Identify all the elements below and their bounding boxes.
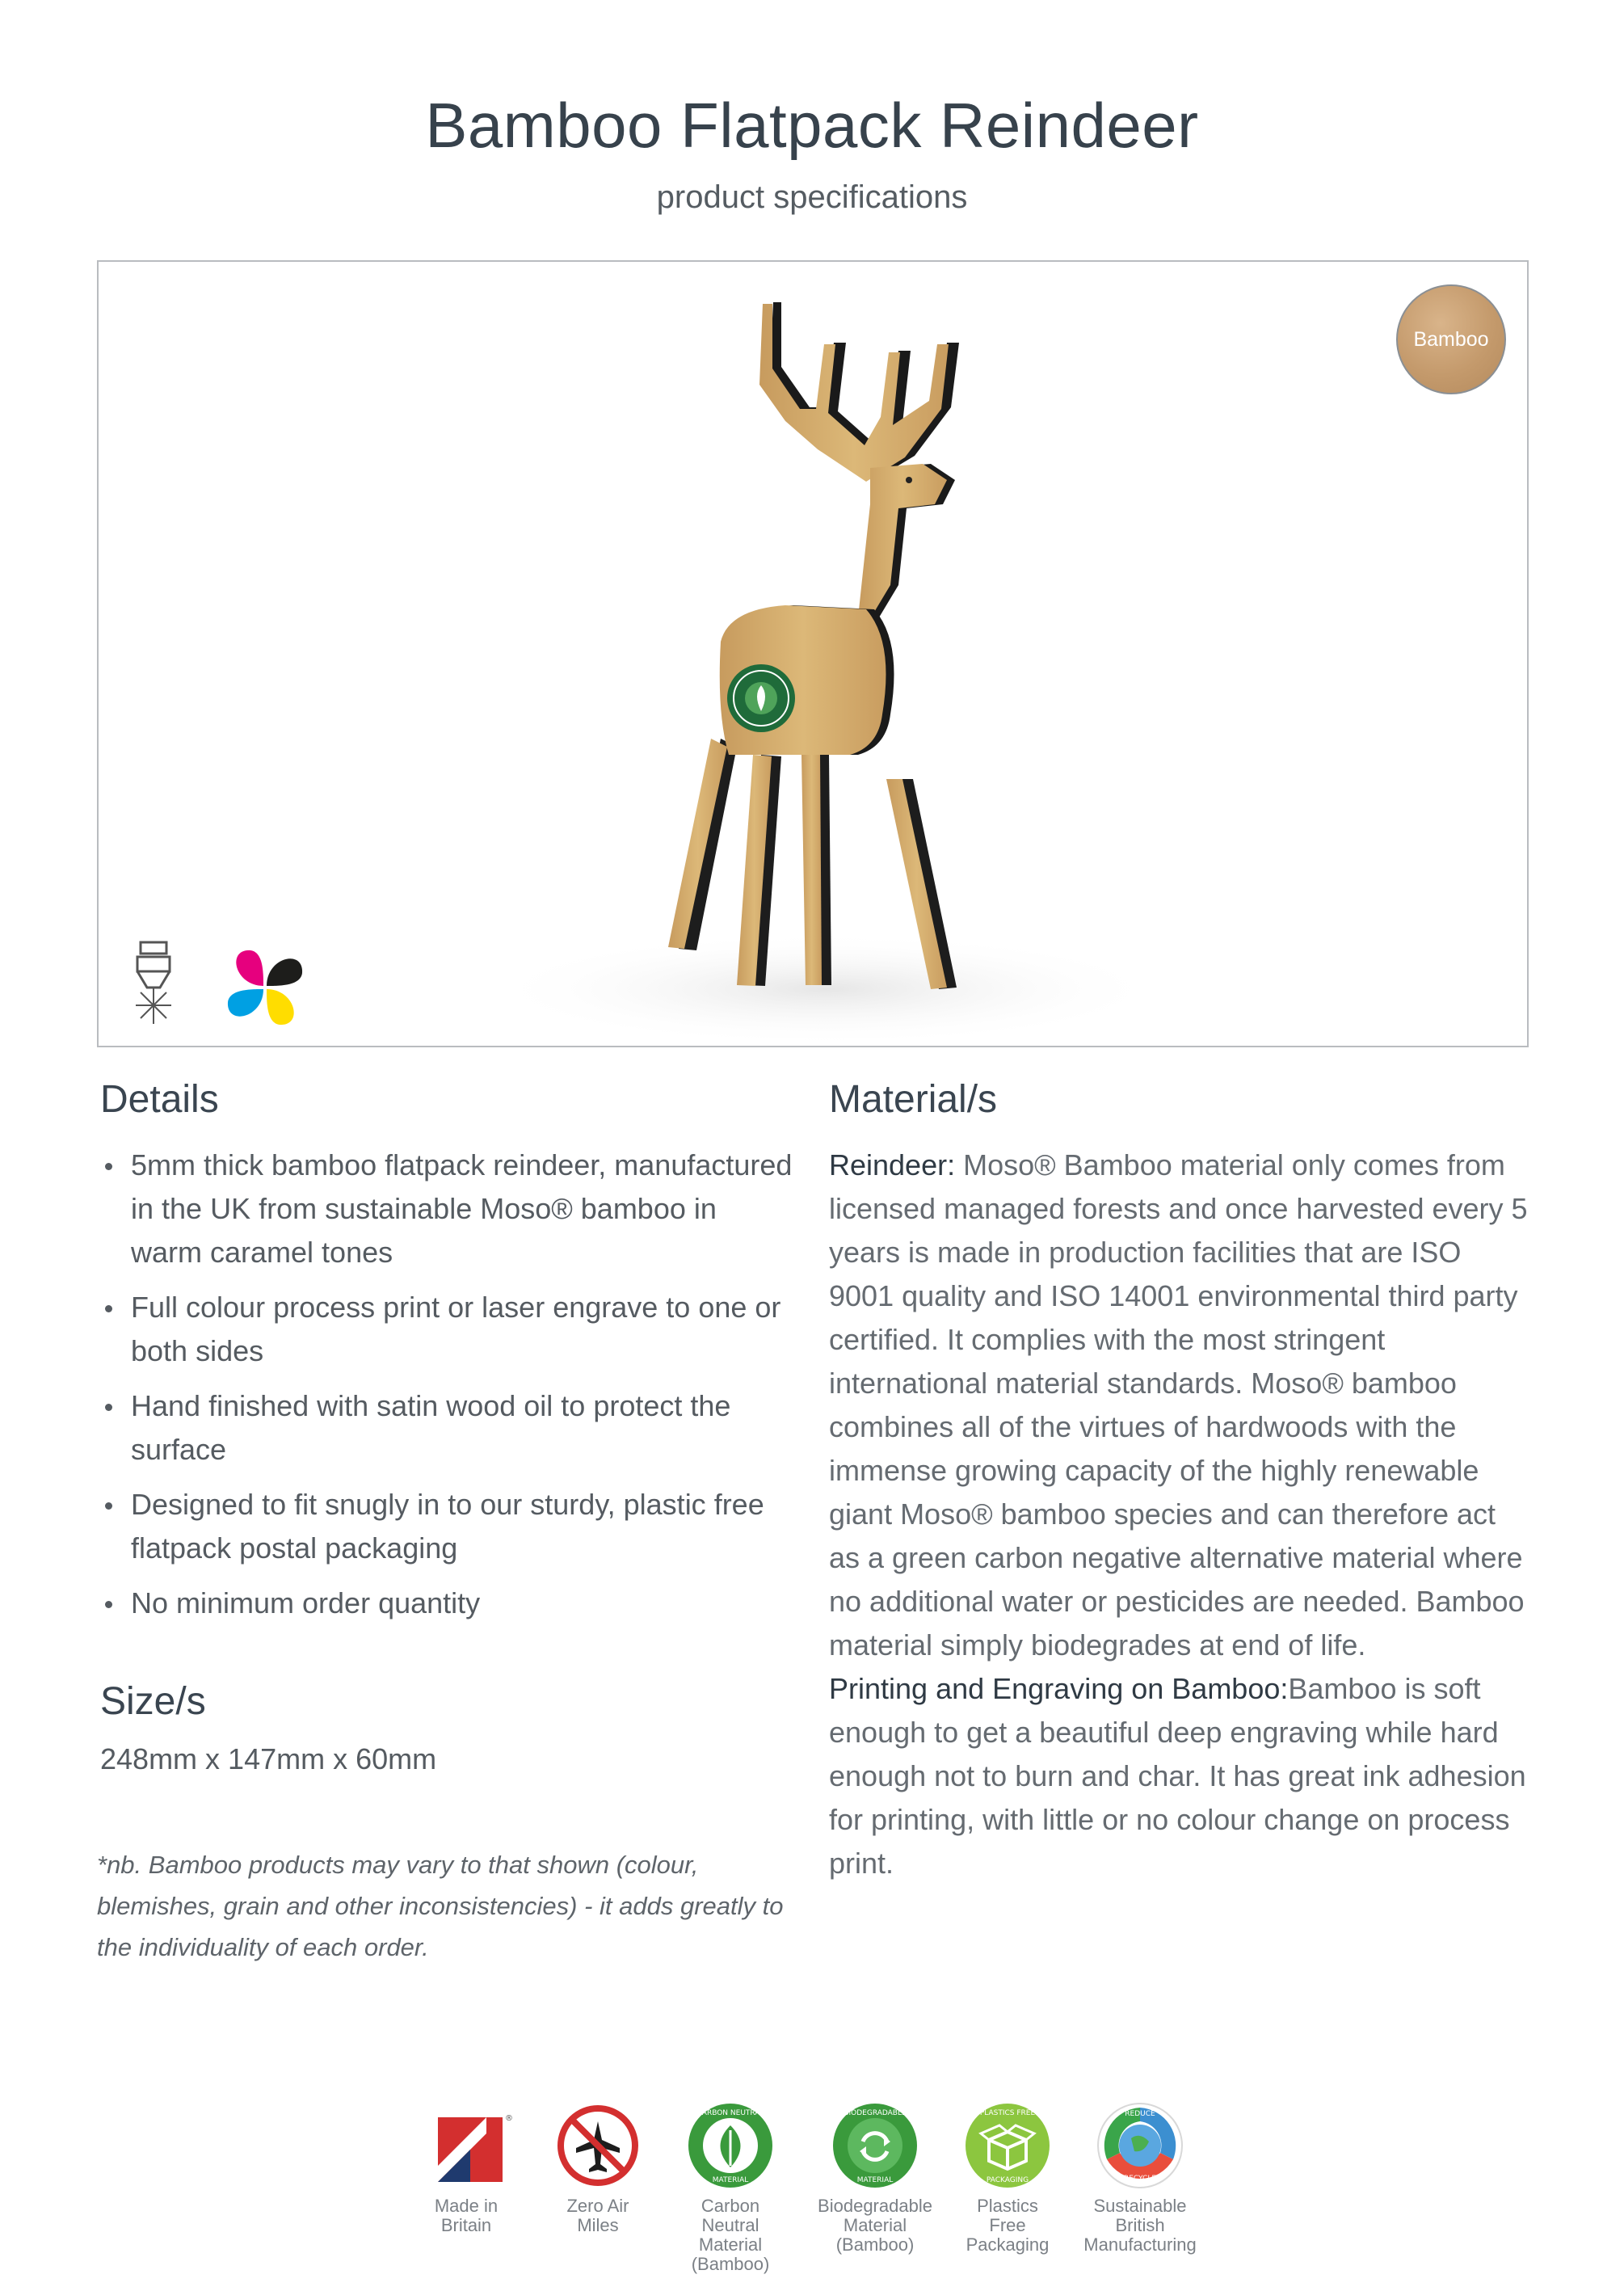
svg-text:MATERIAL: MATERIAL (856, 2176, 894, 2184)
svg-text:®: ® (505, 2114, 513, 2123)
list-item: 5mm thick bamboo flatpack reindeer, manufactured in the UK from sustainable Moso® bamboo in warm caramel tones (100, 1144, 795, 1274)
cert-zero-air-miles (537, 2101, 658, 2235)
svg-text:PACKAGING: PACKAGING (986, 2176, 1029, 2184)
full-colour-print-icon (226, 949, 304, 1026)
cert-plastics-free (947, 2101, 1068, 2255)
sustainable-manufacturing-icon (1096, 2101, 1184, 2190)
cert-label: Plastics Free Packaging (966, 2196, 1050, 2255)
zero-air-miles-icon (553, 2101, 642, 2190)
reindeer-text: Moso® Bamboo material only comes from licensed managed forests and once harvested every 5 years is made in production facilities that are ISO 9001 quality and ISO 14001 environmental third party certified. It complies with the most stringent international material standards. Moso® bamboo combines all of the virtues of hardwoods with the immense growing capacity of the highly renewable giant Moso® bamboo species and can therefore act as a green carbon negative alternative material where no additional water or pesticides are needed. Bamboo material simply biodegrades at end of life. (829, 1148, 1528, 1662)
material-heading: Material/s (829, 1078, 998, 1121)
bamboo-swatch (1396, 284, 1506, 394)
reindeer-label: Reindeer: (829, 1148, 956, 1181)
list-item: Designed to fit snugly in to our sturdy, plastic free flatpack postal packaging (100, 1483, 795, 1570)
biodegradable-icon (831, 2101, 919, 2190)
cert-label: Carbon Neutral Material (Bamboo) (691, 2196, 770, 2274)
cert-carbon-neutral (670, 2101, 791, 2274)
product-image-frame (97, 260, 1529, 1047)
svg-text:REDUCE: REDUCE (1125, 2110, 1155, 2118)
cert-sustainable-manufacturing (1079, 2101, 1201, 2255)
svg-text:MATERIAL: MATERIAL (712, 2176, 749, 2184)
list-item: No minimum order quantity (100, 1582, 795, 1625)
reindeer-product-image (99, 262, 1530, 1049)
list-item: Hand finished with satin wood oil to protect the surface (100, 1384, 795, 1472)
laser-engrave-icon (129, 939, 178, 1028)
plastics-free-icon (963, 2101, 1052, 2190)
cert-biodegradable (814, 2101, 936, 2255)
page-title: Bamboo Flatpack Reindeer (425, 90, 1199, 161)
svg-text:PLASTICS FREE: PLASTICS FREE (979, 2109, 1036, 2117)
variation-note: *nb. Bamboo products may vary to that shown (colour, blemishes, grain and other inconsistencies) - it adds greatly to the individuality of each order. (97, 1851, 784, 1961)
svg-text:RECYCLE: RECYCLE (1123, 2175, 1157, 2183)
cert-label: Sustainable British Manufacturing (1083, 2196, 1197, 2255)
material-description (829, 1144, 1532, 1885)
cert-label: Zero Air Miles (566, 2196, 629, 2235)
printing-label: Printing and Engraving on Bamboo: (829, 1672, 1289, 1705)
svg-text:BIODEGRADABLE: BIODEGRADABLE (844, 2109, 907, 2117)
cert-label: Biodegradable Material (Bamboo) (818, 2196, 932, 2255)
details-heading: Details (100, 1078, 219, 1121)
size-value: 248mm x 147mm x 60mm (100, 1742, 437, 1775)
details-list (100, 1144, 795, 1636)
cert-made-in-britain (406, 2101, 527, 2235)
list-item: Full colour process print or laser engrave to one or both sides (100, 1286, 795, 1373)
made-in-britain-icon (422, 2101, 511, 2190)
printing-text: Bamboo is soft enough to get a beautiful deep engraving while hard enough not to burn and char. It has great ink adhesion for printing, with little or no colour change on process print. (829, 1672, 1526, 1880)
carbon-neutral-icon (686, 2101, 775, 2190)
cert-label: Made in Britain (434, 2196, 499, 2235)
svg-text:CARBON NEUTRAL: CARBON NEUTRAL (696, 2109, 764, 2117)
sizes-heading: Size/s (100, 1680, 206, 1723)
swatch-label: Bamboo (1413, 327, 1489, 351)
page-subtitle: product specifications (656, 179, 968, 215)
